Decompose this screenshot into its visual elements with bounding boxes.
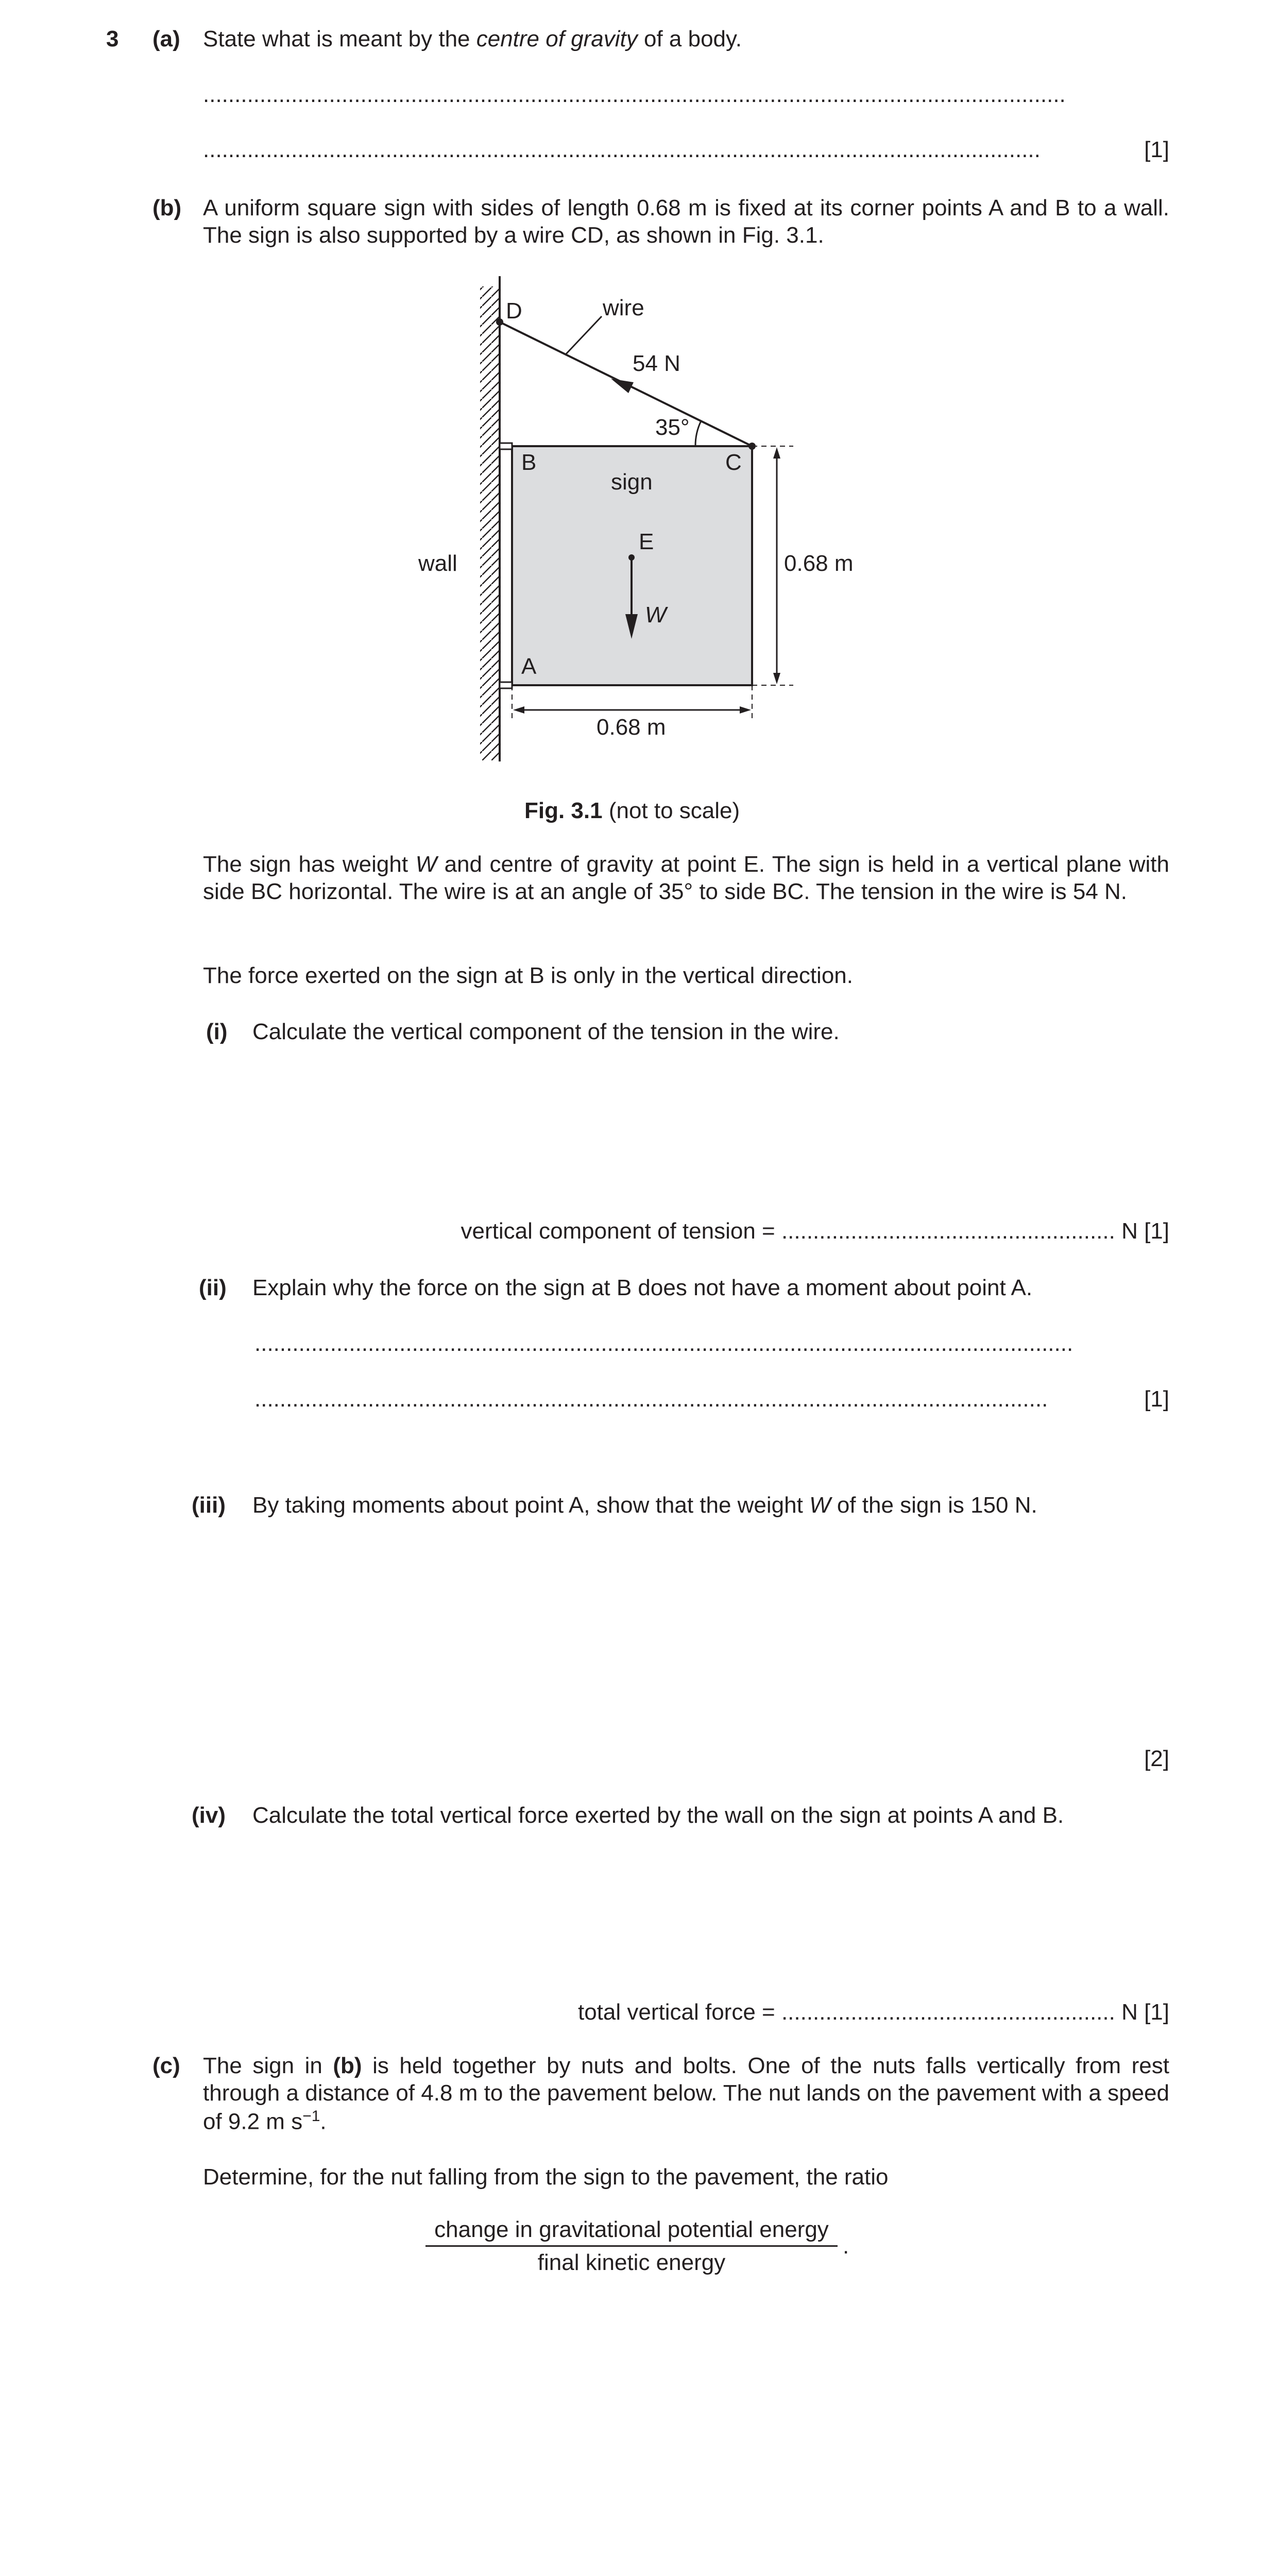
part-b-iv-label: (iv) xyxy=(192,1803,226,1828)
part-b-ii-marks: [1] xyxy=(1144,1386,1169,1412)
part-b-iv-question: Calculate the total vertical force exerted by the wall on the sign at points A and B. xyxy=(252,1803,1064,1828)
wall-hatching xyxy=(480,286,500,760)
part-a-label: (a) xyxy=(152,26,180,52)
point-d-dot xyxy=(496,318,503,326)
label-35-degrees: 35° xyxy=(655,415,690,440)
label-wall: wall xyxy=(418,551,457,576)
wire-leader-line xyxy=(566,316,602,354)
part-a-answer-line-2[interactable]: ..................................................................................................................................... [1] xyxy=(203,137,1169,164)
fraction-bar xyxy=(425,2245,838,2247)
tension-arrow xyxy=(611,379,634,393)
fraction-denominator: final kinetic energy xyxy=(537,2250,726,2275)
dim-horizontal-arrow-right xyxy=(740,706,751,714)
part-b-ii-answer-line-1[interactable]: .................................................................................................................................. xyxy=(254,1331,1073,1356)
label-w: W xyxy=(645,602,667,628)
bracket-b xyxy=(500,443,512,449)
part-b-label: (b) xyxy=(152,195,182,221)
part-c-determine: Determine, for the nut falling from the sign to the pavement, the ratio xyxy=(203,2164,889,2190)
figure-3-1 xyxy=(0,0,1278,824)
part-b-iv-answer[interactable]: total vertical force = ..................................................... N [1] xyxy=(577,1999,1169,2025)
part-c-label: (c) xyxy=(152,2053,180,2078)
label-c: C xyxy=(725,450,742,475)
label-b: B xyxy=(521,450,537,475)
dim-vertical-arrow-top xyxy=(773,447,780,459)
fraction-period: . xyxy=(843,2233,849,2259)
question-number: 3 xyxy=(106,26,119,52)
angle-arc xyxy=(695,421,701,446)
label-e: E xyxy=(639,529,654,554)
part-a-question: State what is meant by the centre of gravity of a body. xyxy=(203,26,742,52)
part-b-i-answer[interactable]: vertical component of tension = ..................................................... N [1] xyxy=(461,1218,1169,1244)
part-b-para-1: The sign has weight W and centre of gravity at point E. The sign is held in a vertical plane with side BC horizontal. The wire is at an angle of 35° to side BC. The tension in the wire is 54 N. xyxy=(203,852,1170,904)
part-b-para-2: The force exerted on the sign at B is only in the vertical direction. xyxy=(203,963,853,988)
label-height: 0.68 m xyxy=(784,551,854,576)
label-wire: wire xyxy=(603,295,644,320)
part-b-iii-marks: [2] xyxy=(1144,1746,1169,1771)
part-b-iii-label: (iii) xyxy=(192,1493,226,1518)
dim-horizontal-arrow-left xyxy=(513,706,524,714)
part-a-marks: [1] xyxy=(1144,137,1169,162)
label-sign: sign xyxy=(611,469,653,495)
bracket-a xyxy=(500,682,512,688)
part-b-ii-label: (ii) xyxy=(199,1275,227,1300)
part-b-i-label: (i) xyxy=(206,1019,228,1044)
fraction-numerator: change in gravitational potential energy xyxy=(434,2217,829,2242)
part-c-question: The sign in (b) is held together by nuts and bolts. One of the nuts falls vertically from rest through a distance of 4.8 m to the pavement below. The nut lands on the pavement with a speed of 9.2 m $s^{-1}$. xyxy=(203,2053,1169,2134)
label-width: 0.68 m xyxy=(597,715,666,740)
label-a: A xyxy=(521,654,537,679)
dim-vertical-arrow-bottom xyxy=(773,673,780,684)
label-d: D xyxy=(506,298,522,324)
figure-caption: Fig. 3.1 (not to scale) xyxy=(524,798,740,823)
part-b-ii-question: Explain why the force on the sign at B does not have a moment about point A. xyxy=(252,1275,1033,1300)
label-54n: 54 N xyxy=(633,351,680,376)
part-b-intro: A uniform square sign with sides of length 0.68 m is fixed at its corner points A and B to a wall. The sign is also supported by a wire CD, as shown in Fig. 3.1. xyxy=(203,195,1169,248)
part-b-i-question: Calculate the vertical component of the tension in the wire. xyxy=(252,1019,840,1044)
part-a-answer-line-1[interactable]: ......................................................................................................................................... xyxy=(203,82,1066,107)
part-b-iii-question: By taking moments about point A, show that the weight W of the sign is 150 N. xyxy=(252,1493,1037,1518)
part-b-ii-answer-line-2[interactable]: .............................................................................................................................. [1] xyxy=(254,1386,1169,1413)
